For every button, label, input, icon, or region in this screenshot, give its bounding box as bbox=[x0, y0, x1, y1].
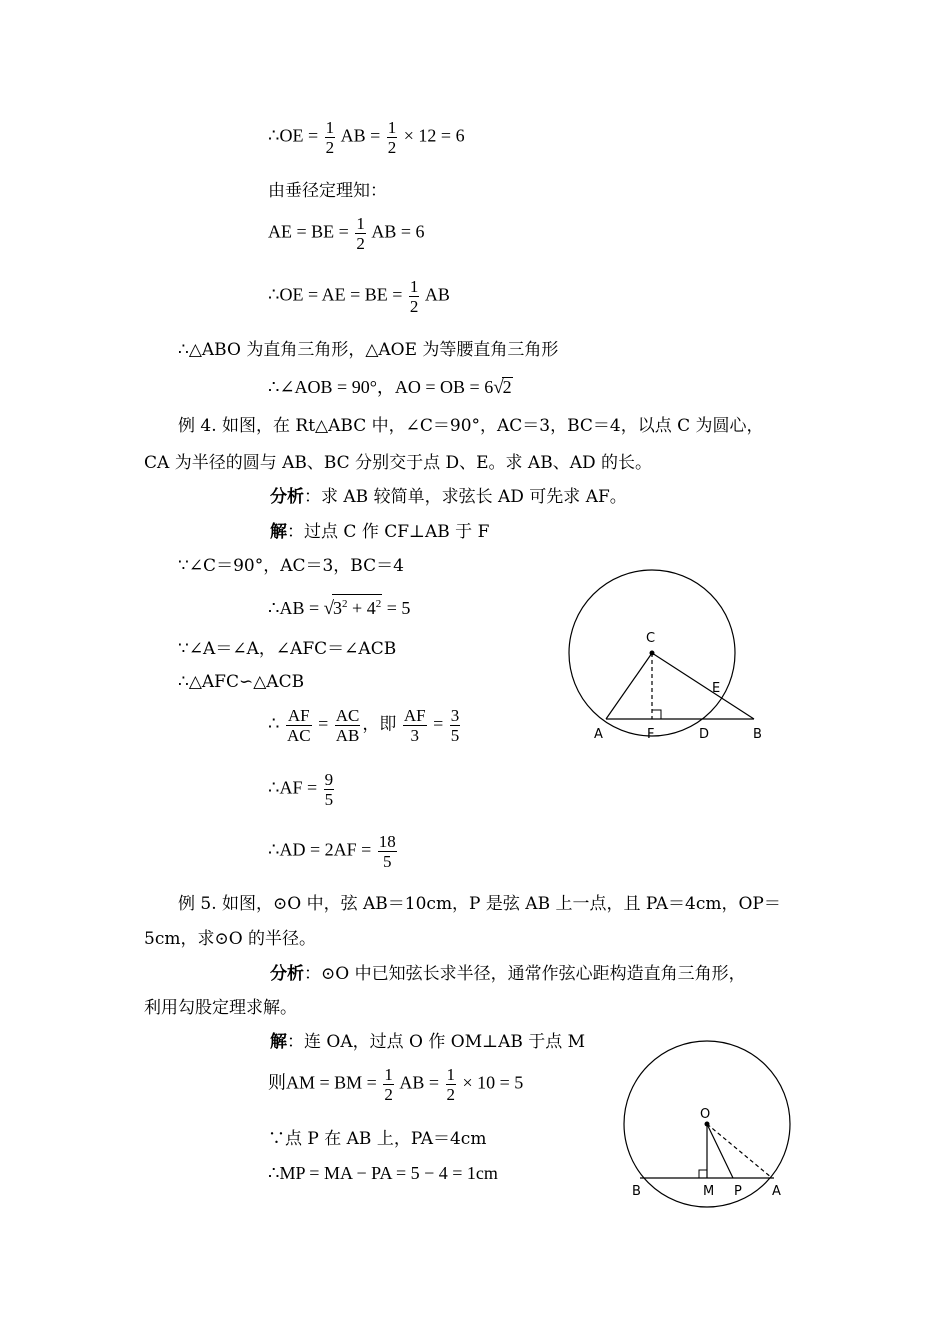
ex4-analysis: 分析：求 AB 较简单，求弦长 AD 可先求 AF。 bbox=[270, 487, 627, 507]
ex4-step7: ∴AD = 2AF = $\frac{18}{5}$ bbox=[268, 832, 396, 871]
ex5-label-m: M bbox=[703, 1184, 715, 1199]
ex4-line-cb bbox=[652, 653, 754, 719]
ex5-analysis: 分析：⊙O 中已知弦长求半径，通常作弦心距构造直角三角形， bbox=[270, 964, 746, 984]
ex5-statement-line1: 例 5. 如图，⊙O 中，弦 AB＝10cm，P 是弦 AB 上一点，且 PA＝4cm，OP＝ bbox=[178, 894, 781, 914]
ex5-figure bbox=[615, 1038, 800, 1218]
ex5-right-angle-mark bbox=[699, 1170, 707, 1178]
ex5-analysis-line2: 利用勾股定理求解。 bbox=[144, 998, 297, 1018]
ex4-step5: ∴ $\frac{AF}{AC}$ = $\frac{AC}{AB}$ ，即 $\frac{AF}{3}$ = $\frac{3}{5}$ bbox=[268, 706, 460, 745]
ex4-step3: ∵∠A＝∠A，∠AFC＝∠ACB bbox=[178, 639, 397, 659]
ex4-label-a: A bbox=[594, 727, 603, 742]
ex4-label-b: B bbox=[753, 727, 762, 742]
text-right-triangle: ∴△ABO 为直角三角形，△AOE 为等腰直角三角形 bbox=[178, 340, 559, 360]
ex4-line-ca bbox=[606, 653, 652, 719]
ex5-step1: 则AM = BM = $\frac{1}{2}$ AB = $\frac{1}{2}$ × 10 = 5 bbox=[268, 1065, 524, 1104]
ex4-step4: ∴△AFC∽△ACB bbox=[178, 672, 305, 692]
ex4-figure bbox=[560, 565, 780, 750]
ex4-right-angle-mark bbox=[652, 710, 661, 719]
eq-ae-be: AE = BE = $\frac{1}{2}$ AB = 6 bbox=[268, 214, 425, 253]
eq-aob-90: ∴∠AOB = 90°，AO = OB = 6√2 bbox=[268, 377, 512, 398]
text-perpendicular-theorem: 由垂径定理知： bbox=[268, 181, 387, 201]
ex5-statement-line2: 5cm，求⊙O 的半径。 bbox=[144, 929, 317, 949]
ex5-line-op bbox=[707, 1124, 733, 1178]
ex4-step6: ∴AF = $\frac{9}{5}$ bbox=[268, 770, 334, 809]
ex4-statement-line1: 例 4. 如图，在 Rt△ABC 中，∠C＝90°，AC＝3，BC＝4，以点 C 为圆心， bbox=[178, 416, 764, 436]
ex5-step2: ∵点 P 在 AB 上，PA＝4cm bbox=[268, 1129, 487, 1149]
ex4-label-e: E bbox=[712, 681, 721, 696]
ex4-label-c: C bbox=[646, 631, 656, 646]
ex4-step1: ∵∠C＝90°，AC＝3，BC＝4 bbox=[178, 556, 404, 576]
ex5-solution: 解：连 OA，过点 O 作 OM⊥AB 于点 M bbox=[270, 1032, 586, 1052]
ex5-point-o bbox=[705, 1122, 710, 1127]
ex4-point-c bbox=[650, 651, 655, 656]
ex4-label-f: F bbox=[647, 727, 655, 742]
ex4-statement-line2: CA 为半径的圆与 AB、BC 分别交于点 D、E。求 AB、AD 的长。 bbox=[144, 453, 653, 473]
ex5-label-p: P bbox=[734, 1184, 742, 1199]
ex4-label-d: D bbox=[699, 727, 710, 742]
eq-oe-ae-be: ∴OE = AE = BE = $\frac{1}{2}$ AB bbox=[268, 277, 450, 316]
ex5-label-a: A bbox=[772, 1184, 781, 1199]
ex4-step2: ∴AB = $√3^2 + 4^2 = 5$ bbox=[268, 594, 410, 620]
ex5-step3: ∴MP = MA − PA = 5 − 4 = 1cm bbox=[268, 1163, 498, 1183]
ex5-line-oa bbox=[707, 1124, 772, 1178]
eq-oe-half-ab: ∴OE = $\frac{1}{2}$ AB = $\frac{1}{2}$ × 12 = 6 bbox=[268, 118, 465, 157]
ex5-label-o: O bbox=[700, 1107, 711, 1122]
ex4-solution: 解：过点 C 作 CF⊥AB 于 F bbox=[270, 522, 490, 542]
ex5-label-b: B bbox=[632, 1184, 641, 1199]
